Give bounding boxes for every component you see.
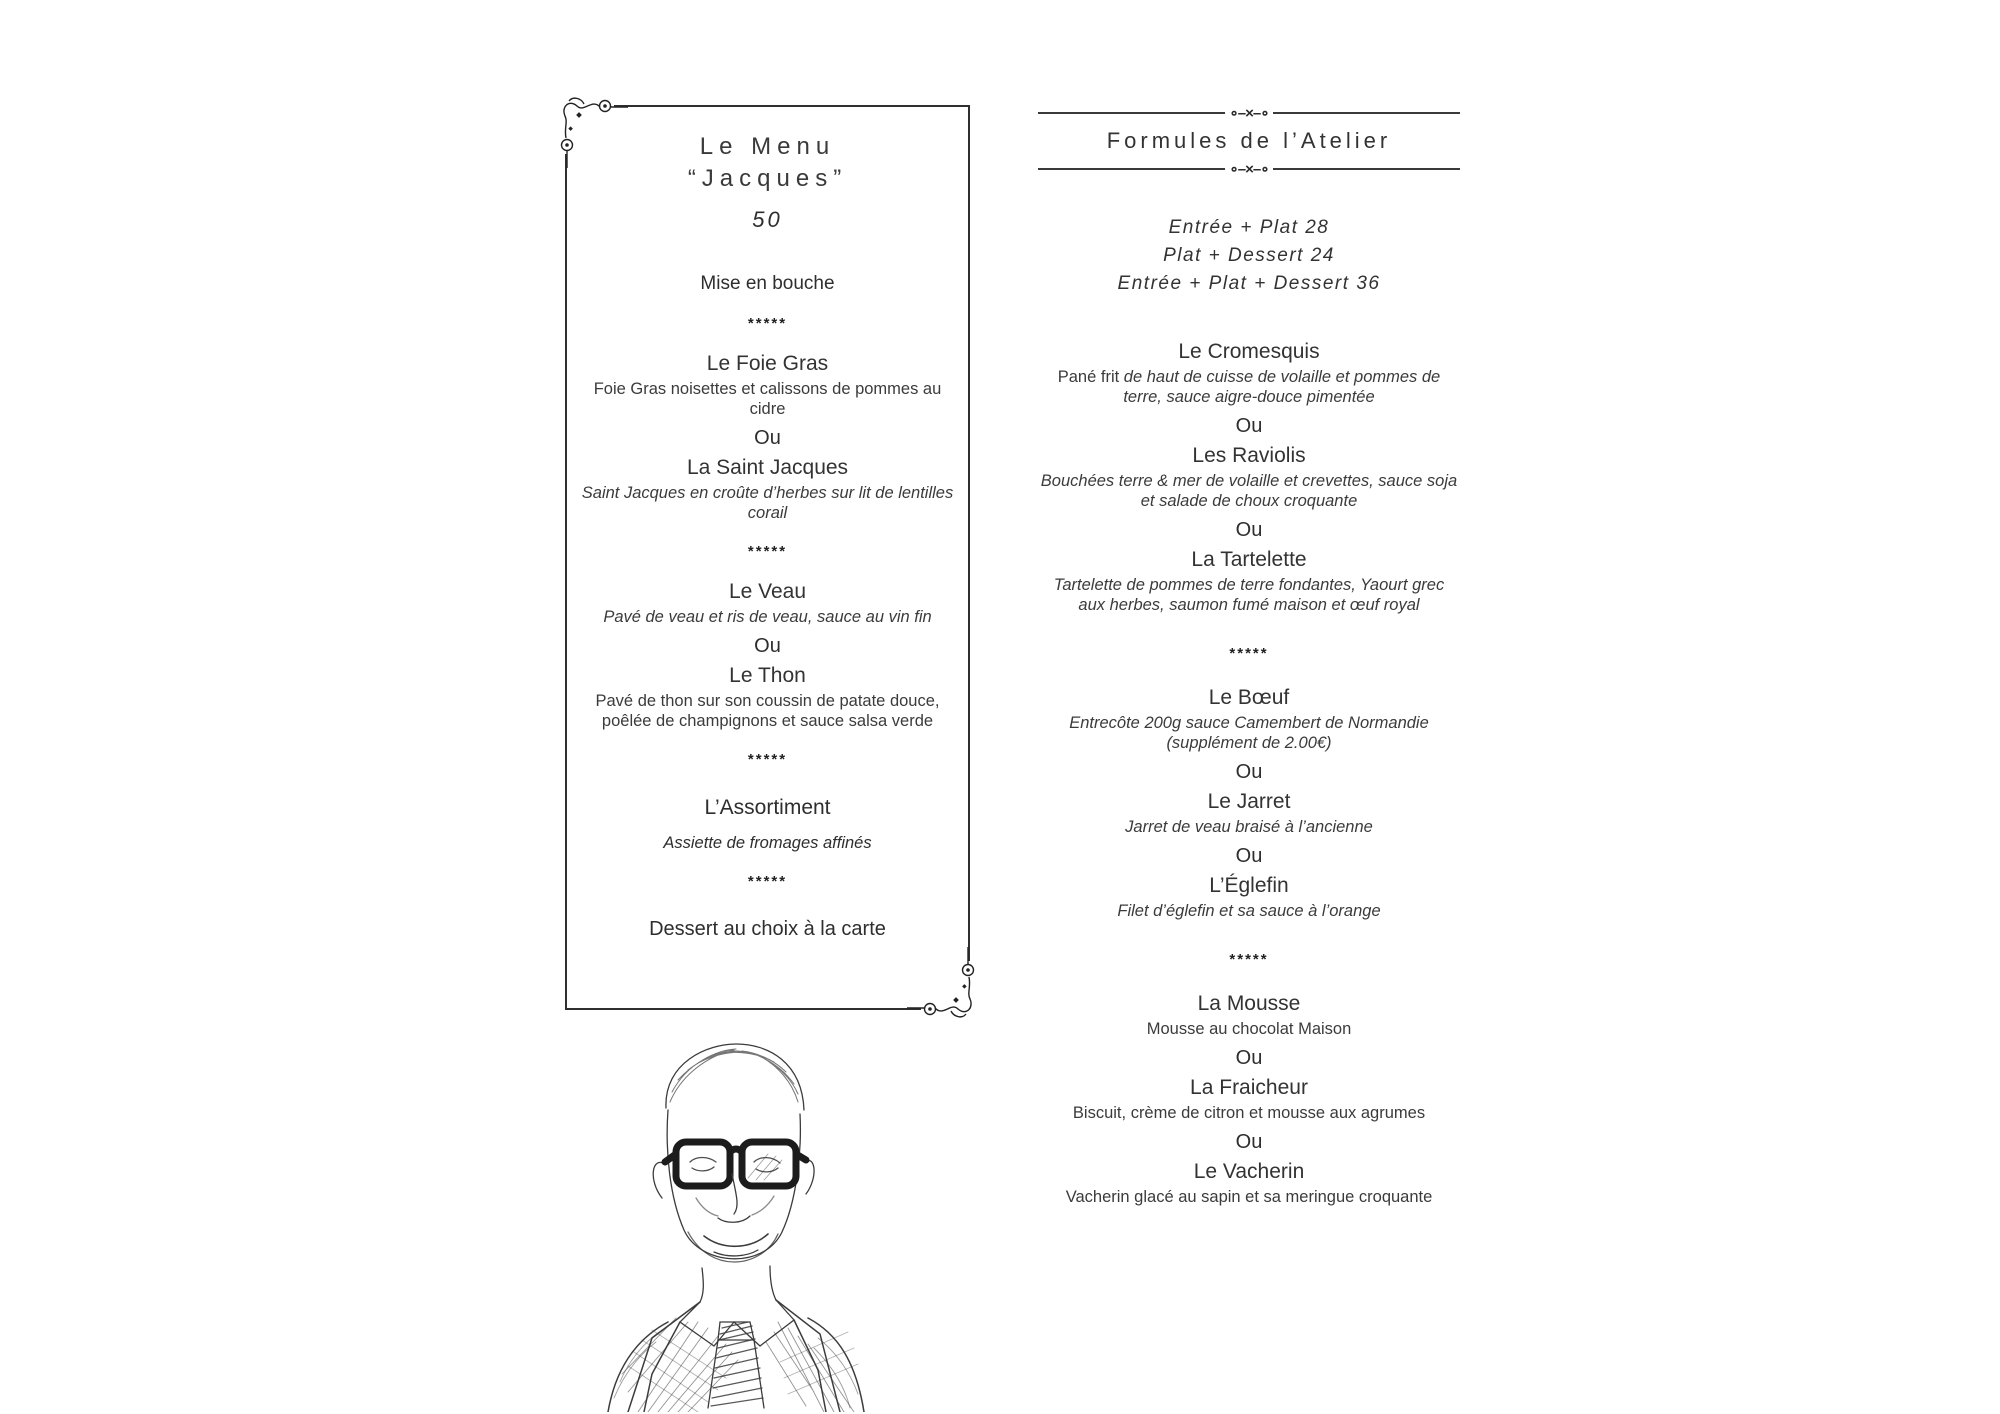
course-separator: ***** <box>1229 951 1269 968</box>
corner-flourish-icon <box>907 947 981 1021</box>
dish-name: Le Veau <box>728 580 807 603</box>
dish-description: Tartelette de pommes de terre fondantes, Yaourt grec aux herbes, saumon fumé maison et œuf royal <box>1053 576 1445 614</box>
rule-line <box>1038 168 1225 170</box>
course-separator: ***** <box>747 751 788 768</box>
dish-name: Le Thon <box>729 664 806 687</box>
dish-description: Pavé de veau et ris de veau, sauce au vin fin <box>603 608 932 626</box>
dessert-note: Dessert au choix à la carte <box>649 918 886 940</box>
ou-label: Ou <box>1235 1047 1263 1069</box>
desc-detail: de haut de cuisse de volaille et pommes de terre, sauce aigre-douce pimentée <box>1123 368 1441 406</box>
rule-line <box>1038 112 1225 114</box>
ou-label: Ou <box>754 427 781 449</box>
dish-name: L’Assortiment <box>704 796 831 819</box>
plats-section <box>1038 686 1460 921</box>
course-separator: ***** <box>1229 645 1269 662</box>
chef-portrait-sketch <box>568 1022 898 1412</box>
formula-line: Plat + Dessert 24 <box>1163 245 1335 266</box>
dish-name: Le Jarret <box>1207 790 1291 813</box>
dish-name: L’Églefin <box>1209 874 1289 897</box>
ou-label: Ou <box>1235 415 1263 437</box>
ou-label: Ou <box>1235 1131 1263 1153</box>
dish-description: Entrecôte 200g sauce Camembert de Normandie (supplément de 2.00€) <box>1069 714 1429 752</box>
divider-ornament-icon: ∘–×–∘ <box>1229 104 1269 122</box>
dish-description: Foie Gras noisettes et calissons de pommes au cidre <box>593 380 942 418</box>
dish-name: Le Foie Gras <box>706 352 829 375</box>
dish-name: La Fraicheur <box>1190 1076 1308 1099</box>
desserts-section <box>1038 992 1460 1207</box>
dish-name: La Tartelette <box>1191 548 1307 571</box>
dish-name: La Mousse <box>1197 992 1301 1015</box>
course-separator: ***** <box>747 873 788 890</box>
rule-line <box>1273 168 1460 170</box>
dish-description: Saint Jacques en croûte d’herbes sur lit de lentilles corail <box>581 484 954 522</box>
dish-description: Bouchées terre & mer de volaille et crevettes, sauce soja et salade de choux croquante <box>1040 472 1458 510</box>
header-rule-top <box>1038 106 1460 120</box>
dish-description: Vacherin glacé au sapin et sa meringue croquante <box>1065 1188 1433 1206</box>
rule-line <box>1273 112 1460 114</box>
ou-label: Ou <box>1235 761 1263 783</box>
ou-label: Ou <box>1235 519 1263 541</box>
course-separator: ***** <box>747 543 788 560</box>
menu-jacques-card <box>565 105 970 1010</box>
header-rule-bottom <box>1038 162 1460 176</box>
formula-line: Entrée + Plat + Dessert 36 <box>1117 273 1381 294</box>
dish-description: Mousse au chocolat Maison <box>1146 1020 1352 1038</box>
ou-label: Ou <box>1235 845 1263 867</box>
formula-line: Entrée + Plat 28 <box>1168 217 1330 238</box>
desc-lead: Pané frit <box>1057 368 1124 386</box>
dish-name: La Saint Jacques <box>686 456 849 479</box>
dish-name: Les Raviolis <box>1192 444 1306 467</box>
left-menu-subtitle: “Jacques” <box>687 165 848 192</box>
course-separator: ***** <box>747 315 788 332</box>
formules-panel <box>1038 106 1460 1207</box>
ou-label: Ou <box>754 635 781 657</box>
dish-name: Le Cromesquis <box>1178 340 1320 363</box>
dish-name: Le Vacherin <box>1193 1160 1305 1183</box>
formula-prices <box>1038 214 1460 298</box>
mise-en-bouche: Mise en bouche <box>700 273 835 294</box>
divider-ornament-icon: ∘–×–∘ <box>1229 160 1269 178</box>
left-menu-price: 50 <box>752 207 783 232</box>
entrees-section <box>1038 340 1460 615</box>
formules-title: Formules de l’Atelier <box>1106 128 1392 153</box>
dish-description: Pavé de thon sur son coussin de patate douce, poêlée de champignons et sauce salsa verde <box>595 692 940 730</box>
dish-description: Jarret de veau braisé à l’ancienne <box>1125 818 1373 836</box>
dish-description <box>1038 367 1460 407</box>
corner-flourish-icon <box>554 94 628 168</box>
dish-name: Le Bœuf <box>1208 686 1290 709</box>
dish-description: Assiette de fromages affinés <box>663 834 872 852</box>
left-menu-title: Le Menu <box>699 133 836 160</box>
dish-description: Filet d’églefin et sa sauce à l’orange <box>1117 902 1381 920</box>
dish-description: Biscuit, crème de citron et mousse aux agrumes <box>1072 1104 1426 1122</box>
